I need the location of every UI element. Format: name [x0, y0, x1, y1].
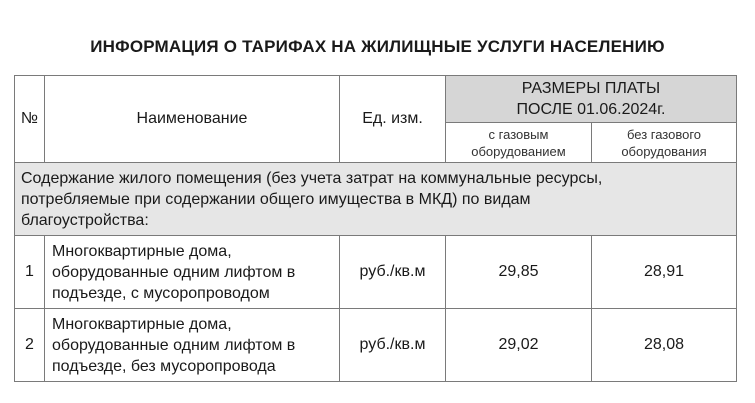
header-with-gas-line-2: оборудованием: [471, 143, 566, 159]
section-title: [15, 163, 737, 236]
row-price-without-gas: 28,91: [592, 236, 737, 309]
table-row: [15, 236, 737, 309]
section-title-line-3: благоустройства:: [21, 212, 149, 229]
row-name: [45, 236, 340, 309]
section-row: [15, 163, 737, 236]
header-without-gas-line-1: без газового: [626, 126, 702, 142]
row-name-line-3: подъезде, без мусоропровода: [52, 357, 276, 375]
header-number: №: [15, 76, 45, 163]
row-name-line-1: Многоквартирные дома,: [52, 242, 232, 260]
row-price-with-gas: 29,02: [446, 309, 592, 382]
row-name-line-3: подъезде, с мусоропроводом: [52, 284, 270, 302]
row-price-with-gas: 29,85: [446, 236, 592, 309]
section-title-line-1: Содержание жилого помещения (без учета затрат на коммунальные ресурсы,: [21, 170, 603, 187]
header-price-line-2: ПОСЛЕ 01.06.2024г.: [516, 101, 666, 118]
header-without-gas: [592, 123, 737, 163]
page-title: ИНФОРМАЦИЯ О ТАРИФАХ НА ЖИЛИЩНЫЕ УСЛУГИ НАСЕЛЕНИЮ: [90, 37, 665, 56]
row-name: [45, 309, 340, 382]
header-name: Наименование: [45, 76, 340, 163]
section-title-line-2: потребляемые при содержании общего имущества в МКД) по видам: [21, 191, 531, 208]
header-row-top: [15, 76, 737, 123]
row-number: 1: [15, 236, 45, 309]
header-price-line-1: РАЗМЕРЫ ПЛАТЫ: [521, 80, 661, 97]
header-without-gas-line-2: оборудования: [621, 143, 707, 159]
row-name-line-1: Многоквартирные дома,: [52, 315, 232, 333]
row-name-line-2: оборудованные одним лифтом в: [52, 263, 296, 281]
table-row: [15, 309, 737, 382]
row-name-line-2: оборудованные одним лифтом в: [52, 336, 296, 354]
row-number: 2: [15, 309, 45, 382]
header-unit: Ед. изм.: [340, 76, 446, 163]
row-unit: руб./кв.м: [340, 309, 446, 382]
tariff-table: [14, 75, 737, 382]
row-price-without-gas: 28,08: [592, 309, 737, 382]
header-price-group: [446, 76, 737, 123]
header-with-gas: [446, 123, 592, 163]
row-unit: руб./кв.м: [340, 236, 446, 309]
header-with-gas-line-1: с газовым: [488, 126, 549, 142]
